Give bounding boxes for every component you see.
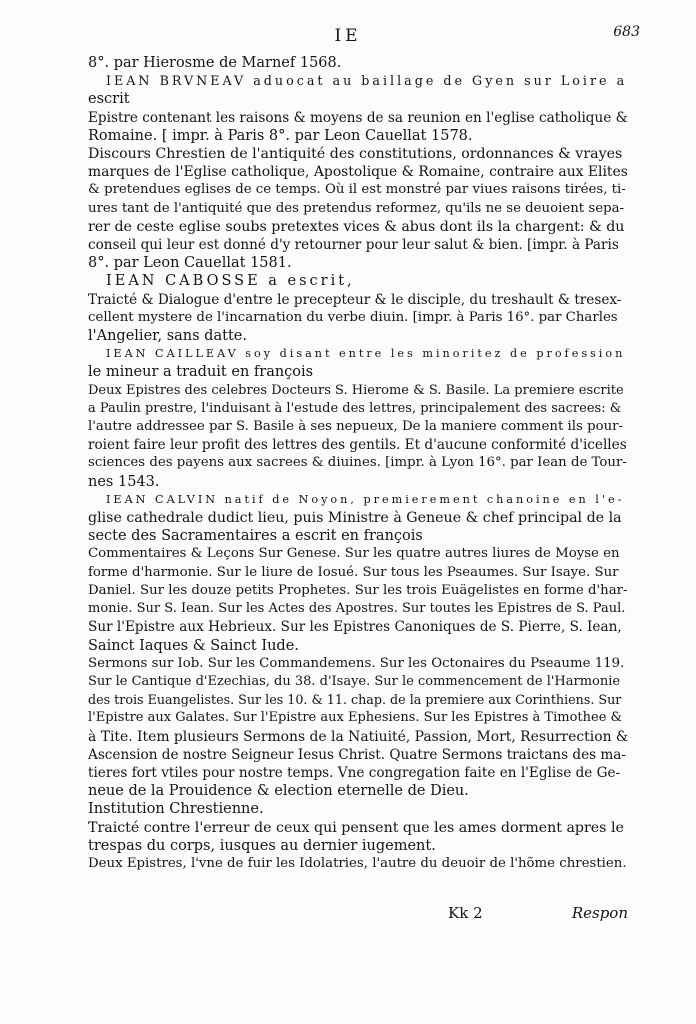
- text-line: Sur l'Epistre aux Hebrieux. Sur les Epistres Canoniques de S. Pierre, S. Iean,: [88, 619, 622, 636]
- text-line: l'autre addressee par S. Basile à ses nepueux, De la maniere comment ils pour-: [88, 419, 624, 435]
- text-line: neue de la Prouidence & election eternelle de Dieu.: [88, 783, 469, 800]
- text-line: cellent mystere de l'incarnation du verbe diuin. [impr. à Paris 16°. par Charles: [88, 309, 618, 325]
- text-line: conseil qui leur est donné d'y retourner pour leur salut & bien. [impr. à Paris: [88, 237, 619, 254]
- text-line: escrit: [88, 91, 130, 108]
- text-line: Sur le Cantique d'Ezechias, du 38. d'Isaye. Sur le commencement de l'Harmonie: [88, 673, 621, 689]
- text-line: Daniel. Sur les douze petits Prophetes. Sur les trois Euägelistes en forme d'har-: [88, 582, 628, 598]
- text-line: rer de ceste eglise soubs pretextes vices & abus dont ils la chargent: & du: [88, 218, 625, 235]
- text-line: 8°. par Hierosme de Marnef 1568.: [88, 55, 342, 71]
- running-title: IE: [334, 26, 362, 46]
- text-line: a Paulin prestre, l'induisant à l'estude des lettres, principalement des sacrees: &: [88, 400, 622, 416]
- entry-heading-jean-calvin: IEAN CALVIN natif de Noyon, premierement chanoine en l'e-: [106, 492, 625, 506]
- text-line: Sermons sur Iob. Sur les Commandemens. Sur les Octonaires du Pseaume 119.: [88, 655, 625, 671]
- text-line: l'Epistre aux Galates. Sur l'Epistre aux Ephesiens. Sur les Epistres à Timothee &: [88, 710, 623, 726]
- page-body: [88, 54, 628, 873]
- page-number: 683: [613, 24, 640, 40]
- text-line: glise cathedrale dudict lieu, puis Ministre à Geneue & chef principal de la: [88, 510, 622, 527]
- entry-heading-jean-cailleau: IEAN CAILLEAV soy disant entre les minoritez de profession: [106, 347, 626, 361]
- text-line: trespas du corps, iusques au dernier iugement.: [88, 837, 436, 854]
- text-line: marques de l'Eglise catholique, Apostolique & Romaine, contraire aux Elites: [88, 164, 628, 181]
- text-line: monie. Sur S. Iean. Sur les Actes des Apostres. Sur toutes les Epistres de S. Paul.: [88, 601, 626, 617]
- signature-mark: Kk 2: [448, 904, 483, 922]
- text-line: Traicté & Dialogue d'entre le precepteur & le disciple, du treshault & tresex-: [88, 291, 622, 308]
- text-line: Sainct Iaques & Sainct Iude.: [88, 637, 299, 654]
- text-line: le mineur a traduit en françois: [88, 364, 314, 381]
- text-line: roient faire leur profit des lettres des gentils. Et d'aucune conformité d'icelles: [88, 437, 627, 454]
- text-line: 8°. par Leon Cauellat 1581.: [88, 255, 292, 272]
- entry-heading-jean-bruneau: IEAN BRVNEAV aduocat au baillage de Gyen sur Loire a: [106, 73, 628, 89]
- text-line: des trois Euangelistes. Sur les 10. & 11. chap. de la premiere aux Corinthiens. Sur: [88, 692, 622, 708]
- text-line: Epistre contenant les raisons & moyens de sa reunion en l'eglise catholique &: [88, 109, 628, 126]
- text-line: nes 1543.: [88, 473, 160, 490]
- text-line: à Tite. Item plusieurs Sermons de la Natiuité, Passion, Mort, Resurrection &: [88, 728, 628, 745]
- text-line: Deux Epistres des celebres Docteurs S. Hierome & S. Basile. La premiere escrite: [88, 382, 624, 398]
- text-line: sciences des payens aux sacrees & diuines. [impr. à Lyon 16°. par Iean de Tour-: [88, 455, 627, 471]
- text-line: & pretendues eglises de ce temps. Où il est monstré par viues raisons tirées, ti-: [88, 182, 626, 198]
- text-line: Discours Chrestien de l'antiquité des constitutions, ordonnances & vrayes: [88, 146, 623, 163]
- text-line: secte des Sacramentaires a escrit en françois: [88, 528, 423, 545]
- catchword: Respon: [571, 904, 628, 922]
- text-line: l'Angelier, sans datte.: [88, 328, 247, 345]
- text-line: ures tant de l'antiquité que des pretendus reformez, qu'ils ne se deuoient sepa-: [88, 200, 624, 216]
- entry-heading-jean-cabosse: IEAN CABOSSE a escrit,: [106, 273, 355, 290]
- text-line: tieres fort vtiles pour nostre temps. Vne congregation faite en l'Eglise de Ge-: [88, 764, 621, 781]
- text-line: Institution Chrestienne.: [88, 801, 264, 818]
- text-line: Ascension de nostre Seigneur Iesus Christ. Quatre Sermons traictans des ma-: [88, 746, 626, 763]
- text-line: forme d'harmonie. Sur le liure de Iosué. Sur tous les Pseaumes. Sur Isaye. Sur: [88, 564, 619, 580]
- text-line: Commentaires & Leçons Sur Genese. Sur les quatre autres liures de Moyse en: [88, 546, 620, 562]
- text-line: Deux Epistres, l'vne de fuir les Idolatries, l'autre du deuoir de l'hõme chrestien.: [88, 855, 627, 871]
- text-line: Romaine. [ impr. à Paris 8°. par Leon Cauellat 1578.: [88, 127, 473, 144]
- text-line: Traicté contre l'erreur de ceux qui pensent que les ames dorment apres le: [88, 819, 624, 836]
